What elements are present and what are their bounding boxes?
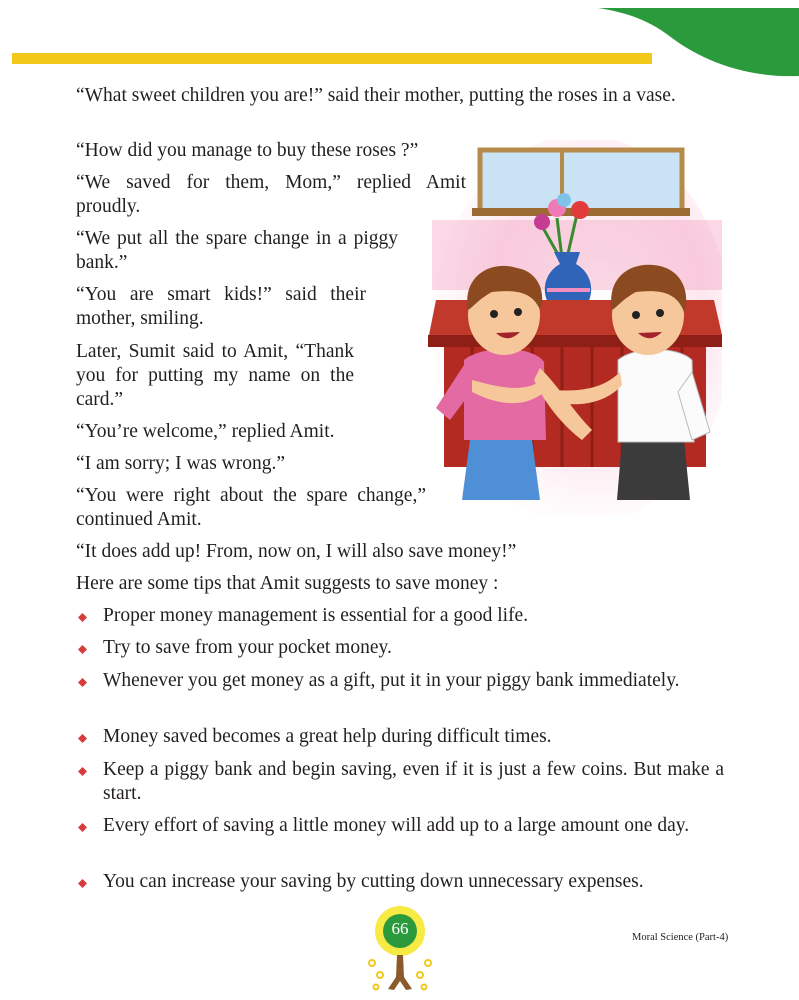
tip-text: Money saved becomes a great help during difficult times. bbox=[103, 726, 552, 747]
tip-text: You can increase your saving by cutting down unnecessary expenses. bbox=[103, 871, 644, 892]
tip-item bbox=[74, 870, 724, 894]
tip-text: Whenever you get money as a gift, put it in your piggy bank immediately. bbox=[103, 670, 680, 691]
tip-item bbox=[74, 725, 724, 749]
story-paragraph: “I am sorry; I was wrong.” bbox=[76, 453, 286, 474]
tip-item bbox=[74, 758, 724, 806]
header-decoration bbox=[0, 0, 799, 80]
header-yellow-bar bbox=[12, 53, 652, 64]
tip-item bbox=[74, 604, 724, 628]
tip-item bbox=[74, 814, 724, 838]
two-boys-illustration bbox=[422, 140, 722, 515]
story-paragraph: “You are smart kids!” said their mother, smiling. bbox=[76, 284, 366, 329]
story-paragraph: “It does add up! From, now on, I will also save money!” bbox=[76, 541, 517, 562]
story-paragraph: “How did you manage to buy these roses ?” bbox=[76, 140, 419, 161]
story-paragraph: “You were right about the spare change,” continued Amit. bbox=[76, 485, 426, 530]
story-paragraph: Later, Sumit said to Amit, “Thank you for putting my name on the card.” bbox=[76, 341, 354, 410]
story-paragraph: Here are some tips that Amit suggests to save money : bbox=[76, 573, 499, 594]
diamond-bullet-icon bbox=[78, 645, 87, 654]
tip-text: Proper money management is essential for a good life. bbox=[103, 605, 529, 626]
tip-text: Keep a piggy bank and begin saving, even if it is just a few coins. But make a start. bbox=[103, 759, 724, 804]
diamond-bullet-icon bbox=[78, 823, 87, 832]
book-title-footer: Moral Science (Part-4) bbox=[632, 932, 729, 943]
tip-item bbox=[74, 669, 724, 693]
story-paragraph: “We saved for them, Mom,” replied Amit proudly. bbox=[76, 172, 466, 217]
header-green-tab bbox=[598, 8, 799, 76]
story-paragraph: “You’re welcome,” replied Amit. bbox=[76, 421, 335, 442]
story-paragraph: “What sweet children you are!” said their mother, putting the roses in a vase. bbox=[76, 85, 676, 106]
diamond-bullet-icon bbox=[78, 879, 87, 888]
diamond-bullet-icon bbox=[78, 767, 87, 776]
tip-text: Try to save from your pocket money. bbox=[103, 637, 392, 658]
diamond-bullet-icon bbox=[78, 613, 87, 622]
diamond-bullet-icon bbox=[78, 678, 87, 687]
diamond-bullet-icon bbox=[78, 734, 87, 743]
tip-item bbox=[74, 636, 724, 660]
tip-text: Every effort of saving a little money will add up to a large amount one day. bbox=[103, 815, 690, 836]
story-paragraph: “We put all the spare change in a piggy bank.” bbox=[76, 228, 398, 273]
page-number: 66 bbox=[391, 919, 409, 938]
